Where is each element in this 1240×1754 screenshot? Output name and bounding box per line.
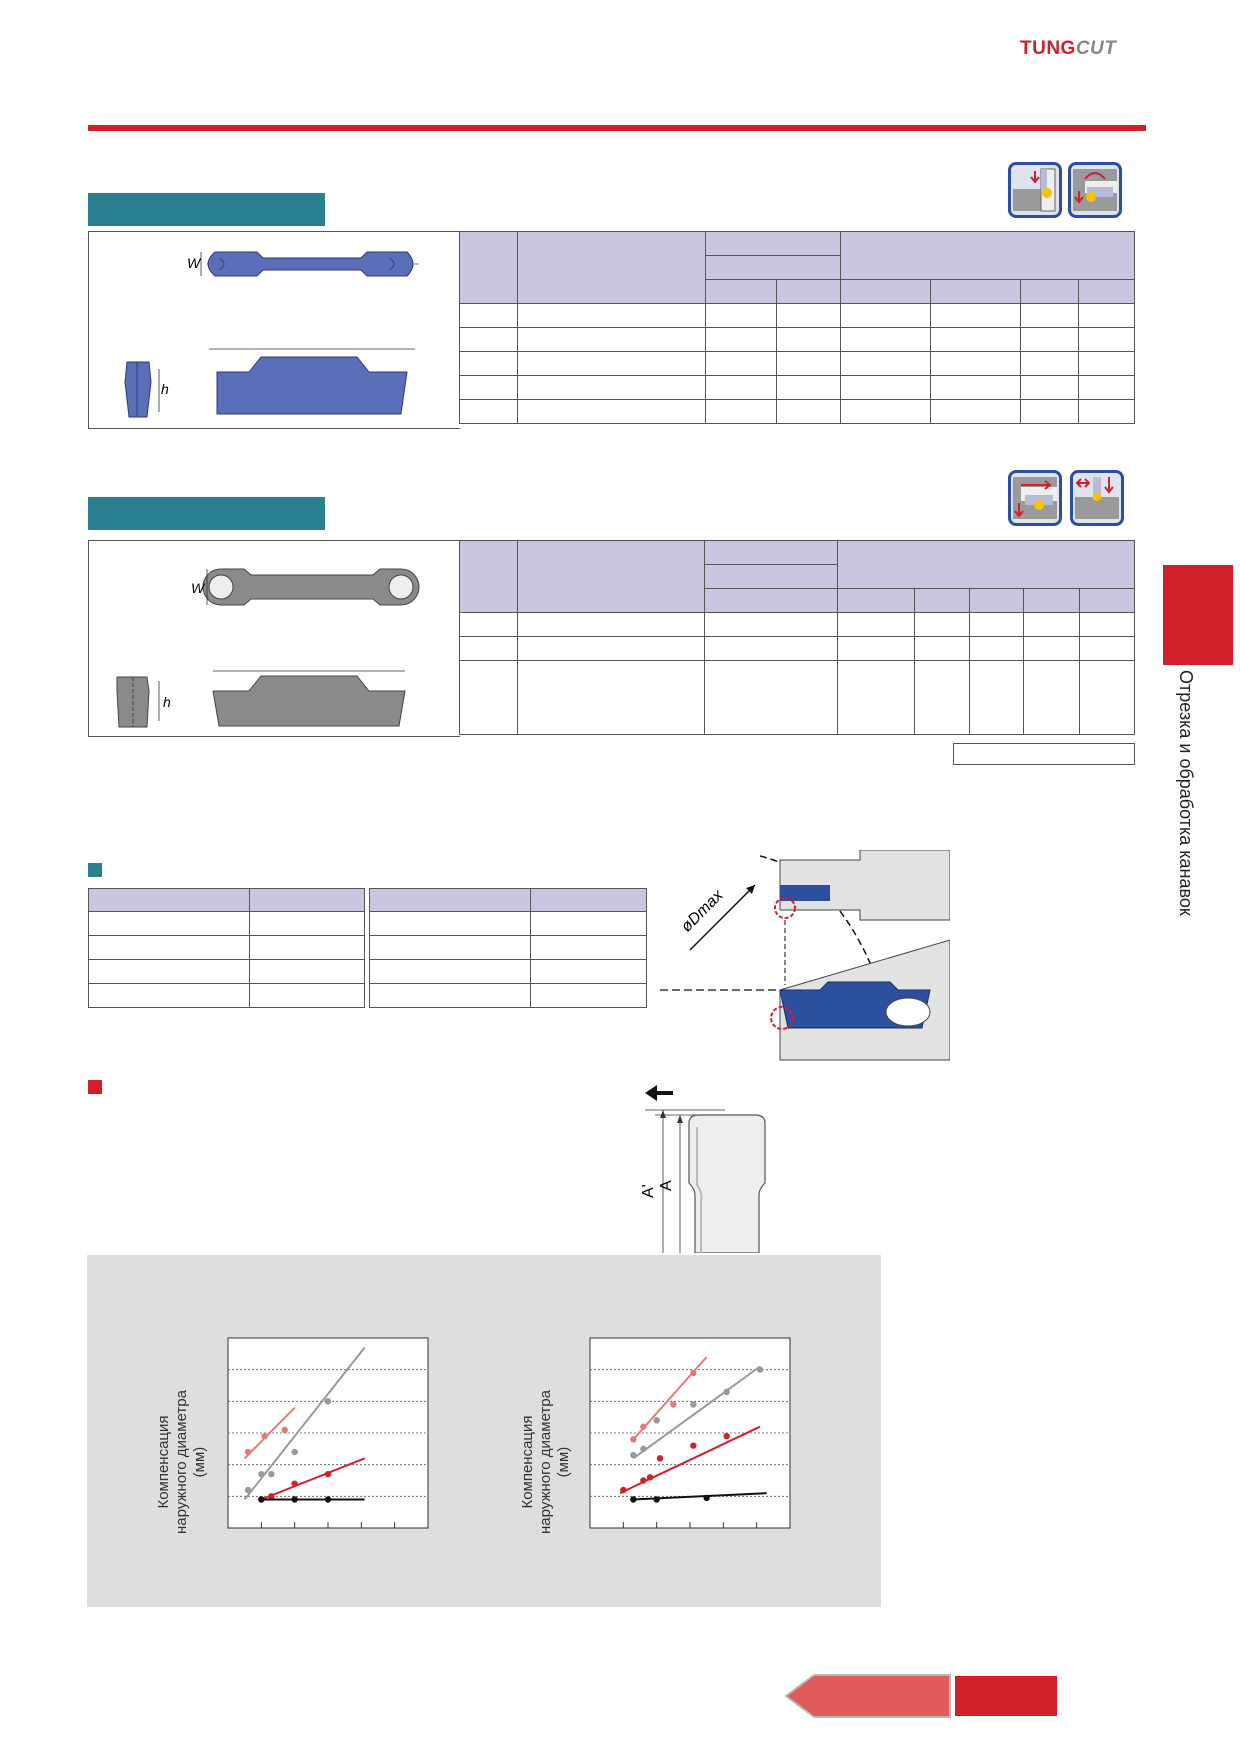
data-point-series-1 bbox=[281, 1427, 287, 1433]
spec-table-2-header bbox=[1080, 589, 1135, 613]
spec-table-1-header bbox=[518, 232, 706, 304]
spec-table-1-header bbox=[1078, 280, 1134, 304]
data-point-series-2 bbox=[653, 1417, 659, 1423]
dim-w-label-2: W bbox=[191, 580, 205, 596]
table-row bbox=[460, 637, 1135, 661]
data-point-series-3 bbox=[723, 1433, 729, 1439]
data-point-series-1 bbox=[245, 1449, 251, 1455]
spec-table-2-header bbox=[914, 589, 969, 613]
spec-table-1-header bbox=[706, 232, 840, 256]
data-point-series-4 bbox=[325, 1496, 331, 1502]
spec-table-1-header bbox=[706, 256, 840, 280]
logo-text-red: TUNG bbox=[1020, 38, 1076, 59]
data-point-series-4 bbox=[291, 1496, 297, 1502]
small-table-left bbox=[88, 888, 365, 1008]
data-point-series-2 bbox=[291, 1449, 297, 1455]
spec-table-1-header bbox=[706, 280, 777, 304]
data-point-series-3 bbox=[291, 1480, 297, 1486]
header-rule bbox=[88, 125, 1146, 131]
cutoff-diagram bbox=[660, 850, 950, 1065]
data-point-series-2 bbox=[245, 1487, 251, 1493]
spec-table-1-header bbox=[1020, 280, 1078, 304]
table-row bbox=[89, 984, 365, 1008]
dim-w-label-1: W bbox=[187, 255, 201, 271]
table-row bbox=[460, 304, 1135, 328]
table-row bbox=[89, 960, 365, 984]
insert-drawing-1 bbox=[89, 232, 460, 428]
arrow-left-icon bbox=[782, 1673, 952, 1719]
red-bullet bbox=[88, 1080, 102, 1094]
spec-table-1-header bbox=[840, 280, 930, 304]
spec-table-2-header bbox=[838, 541, 1135, 589]
data-point-series-1 bbox=[261, 1433, 267, 1439]
spec-table-1-header bbox=[460, 232, 518, 304]
data-point-series-3 bbox=[640, 1477, 646, 1483]
chart-1-ylabel-line1: Компенсация bbox=[155, 1415, 172, 1509]
profiling-internal-icon bbox=[1011, 473, 1059, 523]
grooving-depth-diagram bbox=[625, 1083, 810, 1253]
grooving-depth-figure bbox=[625, 1083, 810, 1253]
table-row bbox=[460, 352, 1135, 376]
table-row bbox=[370, 912, 647, 936]
note-box bbox=[953, 743, 1135, 765]
teal-bullet bbox=[88, 863, 102, 877]
tungcut-logo bbox=[1020, 38, 1116, 60]
spec-table-2-header bbox=[838, 589, 915, 613]
dmax-label: øDmax bbox=[678, 887, 727, 936]
data-point-series-4 bbox=[703, 1495, 709, 1501]
application-icon-grooving-internal[interactable] bbox=[1068, 162, 1122, 218]
data-point-series-2 bbox=[690, 1401, 696, 1407]
data-point-series-2 bbox=[723, 1389, 729, 1395]
data-point-series-3 bbox=[325, 1471, 331, 1477]
compensation-chart-2 bbox=[582, 1330, 798, 1536]
insert-drawing-2 bbox=[89, 541, 460, 736]
dim-h-label-2: h bbox=[163, 694, 171, 710]
chart-1-ylabel-line3: (мм) bbox=[191, 1446, 208, 1478]
chart-2-ylabel bbox=[511, 1335, 581, 1555]
chart-2-ylabel-line1: Компенсация bbox=[519, 1415, 536, 1509]
chart-2-ylabel-line3: (мм) bbox=[555, 1446, 572, 1478]
data-point-series-1 bbox=[640, 1423, 646, 1429]
table-row bbox=[89, 936, 365, 960]
table-row bbox=[460, 661, 1135, 735]
data-point-series-1 bbox=[630, 1436, 636, 1442]
cutoff-figure bbox=[660, 850, 950, 1065]
application-icon-profiling-internal[interactable] bbox=[1008, 470, 1062, 526]
spec-table-2-header bbox=[969, 589, 1024, 613]
section-side-tab[interactable] bbox=[1163, 565, 1233, 665]
data-point-series-2 bbox=[268, 1471, 274, 1477]
logo-text-gray: CUT bbox=[1075, 38, 1117, 59]
data-point-series-1 bbox=[670, 1401, 676, 1407]
small-table-right bbox=[369, 888, 647, 1008]
spec-table-2-header bbox=[704, 541, 837, 565]
spec-table-2 bbox=[459, 540, 1135, 735]
data-point-series-3 bbox=[657, 1455, 663, 1461]
data-point-series-2 bbox=[630, 1452, 636, 1458]
spec-table-2-header bbox=[704, 589, 837, 613]
data-point-series-2 bbox=[640, 1446, 646, 1452]
dim-h-label-1: h bbox=[161, 381, 169, 397]
grooving-internal-icon bbox=[1071, 165, 1119, 215]
grooving-external-icon bbox=[1011, 165, 1059, 215]
section-title-bar-1 bbox=[88, 193, 325, 226]
table-row bbox=[460, 400, 1135, 424]
profiling-external-icon bbox=[1073, 473, 1121, 523]
data-point-series-4 bbox=[653, 1496, 659, 1502]
spec-table-2-header bbox=[1024, 589, 1080, 613]
table-row bbox=[460, 613, 1135, 637]
application-icon-profiling-external[interactable] bbox=[1070, 470, 1124, 526]
data-point-series-2 bbox=[258, 1471, 264, 1477]
table-row bbox=[460, 376, 1135, 400]
spec-table-1 bbox=[459, 231, 1135, 424]
data-point-series-2 bbox=[757, 1366, 763, 1372]
dim-a-label: A bbox=[658, 1180, 675, 1191]
data-point-series-1 bbox=[690, 1370, 696, 1376]
data-point-series-3 bbox=[647, 1474, 653, 1480]
dim-a-prime-label: A' bbox=[640, 1184, 657, 1198]
side-tab-label bbox=[1175, 670, 1205, 940]
table-row bbox=[89, 912, 365, 936]
data-point-series-3 bbox=[620, 1487, 626, 1493]
chart-1-ylabel bbox=[147, 1335, 217, 1555]
side-tab-text: Отрезка и обработка канавок bbox=[1176, 670, 1196, 916]
application-icon-grooving-external[interactable] bbox=[1008, 162, 1062, 218]
spec-table-2-header bbox=[704, 565, 837, 589]
data-point-series-2 bbox=[325, 1398, 331, 1404]
data-point-series-3 bbox=[690, 1442, 696, 1448]
next-page-button[interactable] bbox=[955, 1676, 1057, 1716]
spec-table-1-header bbox=[777, 280, 840, 304]
table-row bbox=[460, 328, 1135, 352]
spec-table-2-header bbox=[517, 541, 704, 613]
data-point-series-4 bbox=[630, 1496, 636, 1502]
prev-page-button[interactable] bbox=[782, 1673, 952, 1719]
spec-table-2-header bbox=[460, 541, 518, 613]
section-title-bar-2 bbox=[88, 497, 325, 530]
chart-1-ylabel-line2: наружного диаметра bbox=[173, 1390, 190, 1534]
insert-drawing-panel-1 bbox=[88, 231, 460, 429]
compensation-charts-panel bbox=[87, 1255, 881, 1607]
table-row bbox=[370, 936, 647, 960]
chart-2-ylabel-line2: наружного диаметра bbox=[537, 1390, 554, 1534]
data-point-series-4 bbox=[258, 1496, 264, 1502]
table-row bbox=[370, 984, 647, 1008]
insert-drawing-panel-2 bbox=[88, 540, 460, 737]
table-row bbox=[370, 960, 647, 984]
compensation-chart-1 bbox=[220, 1330, 436, 1536]
spec-table-1-header bbox=[840, 232, 1134, 280]
spec-table-1-header bbox=[930, 280, 1020, 304]
